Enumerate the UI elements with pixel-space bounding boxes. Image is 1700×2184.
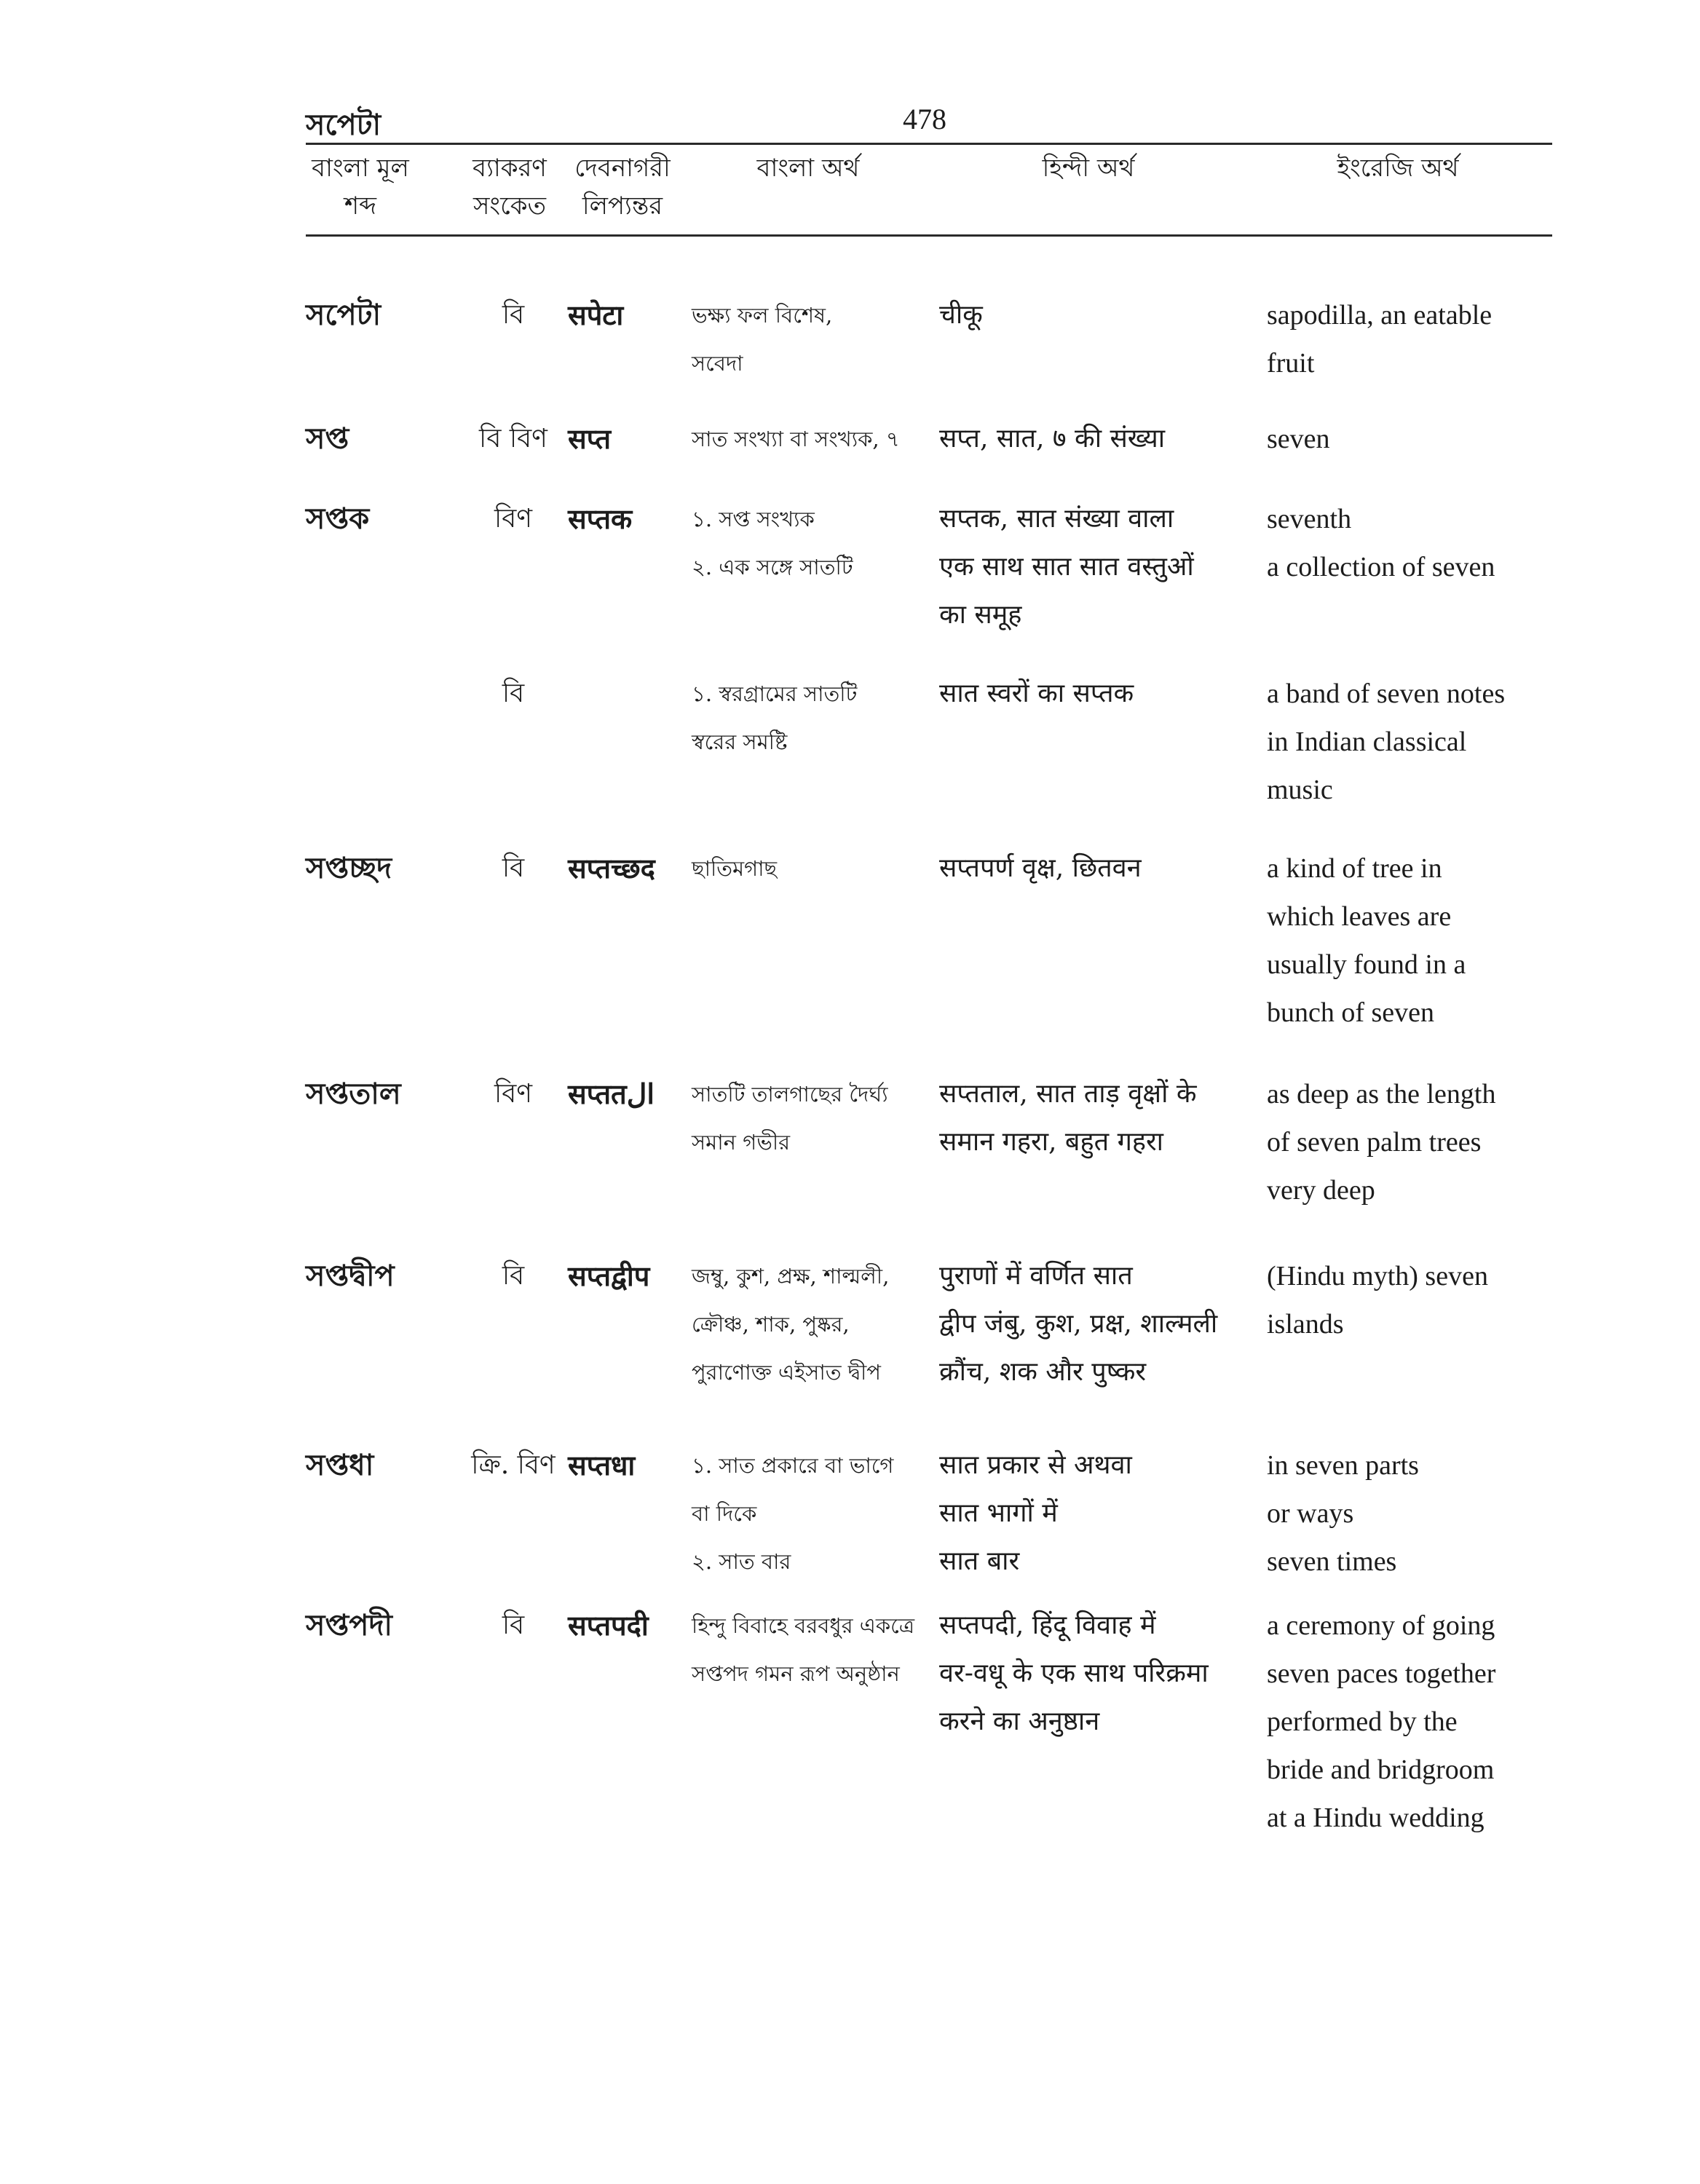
- entry-devanagari: सप्तक: [568, 502, 633, 535]
- entry-grammar: বি: [502, 853, 525, 883]
- entry-hindi-meaning: सप्तपर्ण वृक्ष, छितवन: [939, 853, 1142, 883]
- entry-headword: সপ্ততাল: [306, 1077, 401, 1111]
- column-header-bengali-meaning: বাংলা অর্থ: [756, 154, 860, 183]
- entry-headword: সপ্তচ্ছদ: [306, 851, 392, 885]
- page-number: 478: [903, 103, 946, 135]
- entry-hindi-meaning: सात प्रकार से अथवा सात भागों में सात बार: [939, 1450, 1132, 1576]
- entry-hindi-meaning: सप्तताल, सात ताड़ वृक्षों के समान गहरा, बहुत गहरा: [939, 1079, 1197, 1157]
- entry-english-meaning: seven: [1267, 424, 1330, 454]
- entry-english-meaning: (Hindu myth) seven islands: [1267, 1261, 1488, 1340]
- entry-grammar: বি: [502, 1261, 525, 1291]
- entry-bengali-meaning: সাতটি তালগাছের দৈর্ঘ্য সমান গভীর: [692, 1082, 888, 1155]
- entry-bengali-meaning: হিন্দু বিবাহে বরবধুর একত্রে সপ্তপদ গমন রূপ অনুষ্ঠান: [692, 1613, 915, 1686]
- column-header-english-meaning: ইংরেজি অর্থ: [1337, 154, 1459, 183]
- entry-devanagari: सप्त: [568, 422, 612, 455]
- entry-grammar: ক্রি. বিণ: [471, 1450, 556, 1480]
- entry-bengali-meaning: জম্বু, কুশ, প্রক্ষ, শাল্মলী, ক্রৌঞ্চ, শাক, পুষ্কর, পুরাণোক্ত এইসাত দ্বীপ: [692, 1264, 890, 1385]
- column-header-bengali-word: বাংলা মূল শব্দ: [312, 154, 409, 221]
- entry-headword: সপ্ত: [306, 422, 349, 456]
- entry-headword: সপ্তক: [306, 502, 370, 536]
- entry-grammar: বি: [502, 300, 525, 330]
- entry-grammar: বি: [502, 1610, 525, 1640]
- entry-grammar: বি বিণ: [479, 424, 547, 454]
- running-head: সপেটা: [306, 108, 381, 142]
- entry-english-meaning: as deep as the length of seven palm trees very deep: [1267, 1079, 1496, 1206]
- entry-bengali-meaning: ১. সপ্ত সংখ্যক ২. এক সঙ্গে সাতটি: [692, 507, 853, 579]
- entry-english-meaning: in seven parts or ways seven times: [1267, 1450, 1419, 1577]
- entry-hindi-meaning: चीकू: [939, 300, 983, 330]
- header-rule-bottom: [306, 234, 1552, 237]
- entry-hindi-meaning: सप्तपदी, हिंदू विवाह में वर-वधू के एक साथ परिक्रमा करने का अनुष्ठान: [939, 1610, 1209, 1736]
- entry-hindi-meaning: सप्त, सात, ७ की संख्या: [939, 424, 1166, 454]
- column-header-devanagari: দেবনাগরী লিপ্যন্তর: [574, 154, 671, 221]
- entry-headword: সপ্তদ্বীপ: [306, 1259, 395, 1293]
- entry-hindi-meaning: पुराणों में वर्णित सात द्वीप जंबु, कुश, प्रक्ष, शाल्मली क्रौंच, शक और पुष्कर: [939, 1261, 1218, 1387]
- entry-devanagari: सप्तधा: [568, 1449, 636, 1481]
- entry-headword: সপেটা: [306, 298, 381, 332]
- entry-devanagari: सप्ततال: [568, 1077, 655, 1110]
- header-rule-top: [306, 143, 1552, 145]
- entry-english-meaning: seventh a collection of seven: [1267, 504, 1495, 582]
- entry-devanagari: सपेटा: [568, 298, 624, 331]
- column-header-grammar: ব্যাকরণ সংকেত: [473, 154, 547, 221]
- entry-bengali-meaning: ১. স্বরগ্রামের সাতটি স্বরের সমষ্টি: [692, 681, 858, 754]
- entry-english-meaning: a band of seven notes in Indian classical music: [1267, 678, 1506, 805]
- entry-english-meaning: a ceremony of going seven paces together performed by the bride and bridgroom at a Hindu wedding: [1267, 1610, 1496, 1833]
- entry-english-meaning: a kind of tree in which leaves are usually found in a bunch of seven: [1267, 853, 1466, 1028]
- column-header-hindi-meaning: হিন্দী অর্থ: [1042, 154, 1135, 183]
- entry-bengali-meaning: সাত সংখ্যা বা সংখ্যক, ৭: [692, 427, 900, 451]
- entry-hindi-meaning: सप्तक, सात संख्या वाला एक साथ सात सात वस्तुओं का समूह: [939, 504, 1194, 630]
- entry-bengali-meaning: ভক্ষ্য ফল বিশেষ, সবেদা: [692, 303, 833, 376]
- entry-grammar: বিণ: [494, 504, 533, 534]
- entry-devanagari: सप्तद्वीप: [568, 1259, 650, 1292]
- entry-headword: সপ্তধা: [306, 1448, 374, 1482]
- entry-devanagari: सप्तच्छद: [568, 852, 655, 885]
- entry-devanagari: सप्तपदी: [568, 1609, 649, 1642]
- entry-grammar: বিণ: [494, 1079, 533, 1109]
- entry-bengali-meaning: ছাতিমগাছ: [692, 856, 778, 881]
- entry-english-meaning: sapodilla, an eatable fruit: [1267, 300, 1493, 379]
- entry-grammar: বি: [502, 678, 525, 708]
- entry-headword: সপ্তপদী: [306, 1608, 392, 1642]
- entry-hindi-meaning: सात स्वरों का सप्तक: [939, 678, 1134, 708]
- entry-bengali-meaning: ১. সাত প্রকারে বা ভাগে বা দিকে ২. সাত বার: [692, 1453, 894, 1574]
